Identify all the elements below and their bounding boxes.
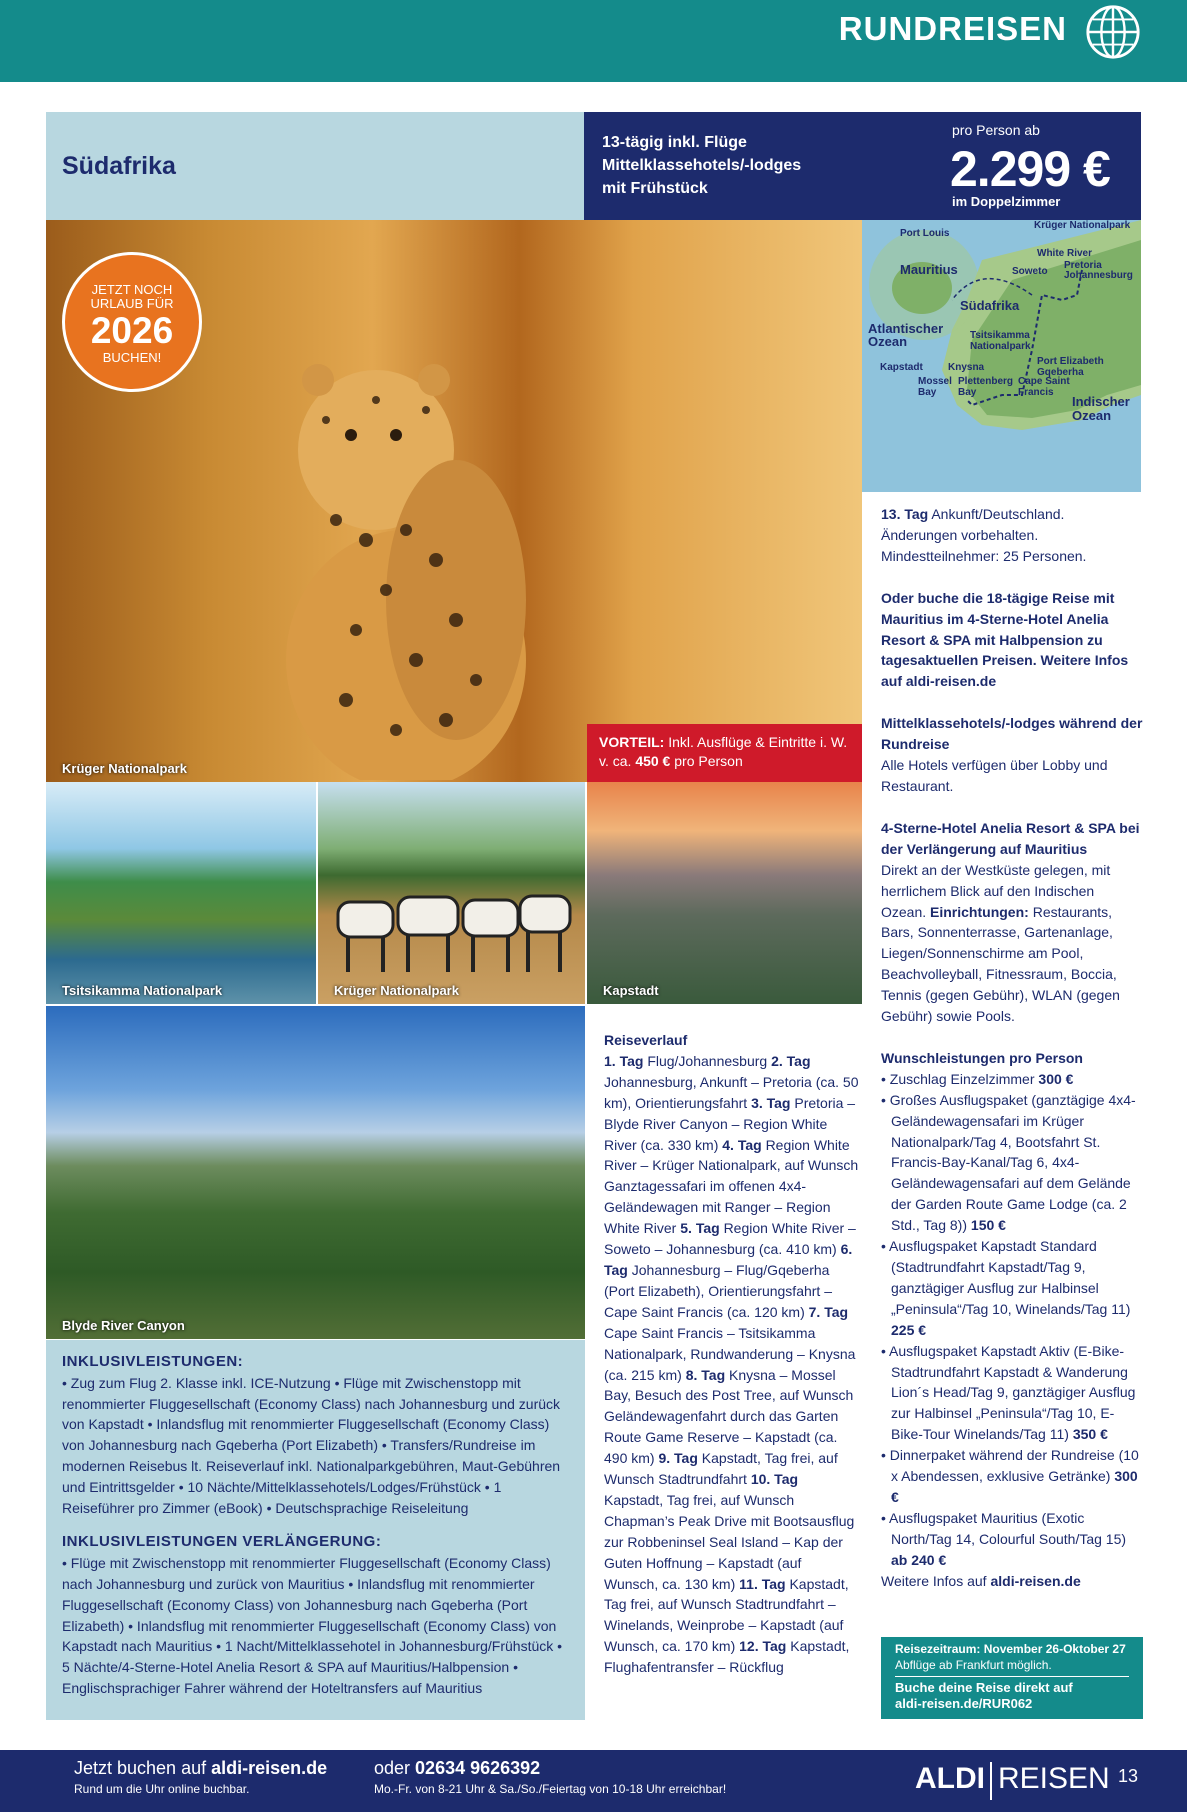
map-label: Port Louis <box>900 228 950 239</box>
day-label: 10. Tag <box>750 1471 799 1488</box>
hotels-heading: Mittelklassehotels/-lodges während der Rundreise <box>881 715 1143 753</box>
book-sub: Rund um die Uhr online buchbar. <box>74 1782 250 1796</box>
photo-caption: Krüger Nationalpark <box>334 983 459 998</box>
resort-text: Direkt an der Westküste gelegen, mit herrlichem Blick auf den Indischen Ozean. <box>881 861 1111 920</box>
inclusive-text: • Zug zum Flug 2. Klasse inkl. ICE-Nutzung • Flüge mit Zwischenstopp mit renommierter Fluggesellschaft (Economy Class) nach Johannesburg und zurück von Kapstadt • Inlandsflug mit renommierter Fluggesellschaft (Economy Class) von Johannesburg nach Gqeberha (Port Elizabeth) • Transfers/Rundreise im modernen Reisebus lt. Reiseverlauf inkl. Nationalparkgebühren, Maut-Gebühren und Eintrittsgelder • 10 Nächte/Mittelklassehotels/Lodges/Frühstück • 1 Reiseführer pro Zimmer (eBook) • Deutschsprachige Reiseleitung <box>62 1374 561 1516</box>
page-number: 13 <box>1118 1766 1139 1786</box>
offer-line: mit Frühstück <box>602 180 708 197</box>
vorteil-amount: 450 € <box>635 753 671 769</box>
vorteil-label: VORTEIL: <box>599 734 665 750</box>
itinerary-heading: Reiseverlauf <box>604 1032 688 1048</box>
day-text: Johannesburg, Ankunft – Pretoria (ca. 50 km), Orientierungsfahrt <box>604 1073 859 1111</box>
book-online <box>74 1758 327 1779</box>
list-item: • Dinnerpaket während der Rundreise (10 x Abendessen, exklusive Getränke) 300 € <box>881 1447 1139 1505</box>
map-label: Pretoria <box>1064 260 1102 271</box>
day-text: Johannesburg – Flug/Gqeberha (Port Elizabeth), Orientierungsfahrt – Cape Saint Francis (ca. 120 km) <box>604 1261 832 1320</box>
list-item: • Ausflugspaket Kapstadt Aktiv (E-Bike-Stadtrundfahrt Kapstadt & Wanderung Lion´s Head/Tag 9, ganztägiger Ausflug zur Halbinsel „Peninsula“/Tag 10, E-Bike-Tour Winelands/Tag 11) 350 € <box>881 1342 1136 1443</box>
day-label: 3. Tag <box>751 1094 791 1111</box>
vorteil-text: Inkl. Ausflüge & Eintritte i. W. v. ca. <box>599 734 848 769</box>
day-label: 6. Tag <box>604 1241 853 1278</box>
inclusive-heading: INKLUSIVLEISTUNGEN: <box>62 1353 244 1370</box>
day-label: 1. Tag <box>604 1052 644 1069</box>
day-text: Knysna – Mossel Bay, Besuch des Post Tree, auf Wunsch Geländewagenfahrt durch das Garten Route Game Reserve – Kapstadt (ca. 490 km) <box>604 1366 854 1467</box>
offer-line: Mittelklassehotels/-lodges <box>602 157 802 174</box>
extension-text: • Flüge mit Zwischenstopp mit renommierter Fluggesellschaft (Economy Class) nach Johannesburg und zurück von Mauritius • Inlandsflug mit renommierter Fluggesellschaft (Economy Class) von Johannesburg nach Gqeberha (Port Elizabeth) • Inlandsflug mit renommierter Fluggesellschaft (Economy Class) von Kapstadt nach Mauritius • 1 Nacht/Mittelklassehotel in Johannesburg/Frühstück • 5 Nächte/4-Sterne-Hotel Anelia Resort & SPA auf Mauritius/Halbpension • Englischsprachiger Fahrer während der Hoteltransfers auf Mauritius <box>62 1555 563 1696</box>
day-text: Cape Saint Francis – Tsitsikamma Nationalpark, Rundwanderung – Knysna (ca. 215 km) <box>604 1324 856 1383</box>
map-label: Südafrika <box>960 298 1020 313</box>
book-note: Buche deine Reise direkt auf <box>895 1680 1073 1695</box>
list-item: • Großes Ausflugspaket (ganztägige 4x4-Geländewagensafari im Krüger Nationalpark/Tag 4, Bootsfahrt St. Francis-Bay-Kanal/Tag 6, 4x4-Geländewagensafari auf dem Gelände der Garden Route Game Lodge (ca. 2 Std., Tag 8)) 150 € <box>881 1091 1136 1234</box>
day-text: Kapstadt, Tag frei, auf Wunsch Stadtrundfahrt <box>604 1450 838 1488</box>
map-label: Krüger Nationalpark <box>1034 220 1131 231</box>
day-label: 4. Tag <box>722 1136 762 1153</box>
extension-heading: INKLUSIVLEISTUNGEN VERLÄNGERUNG: <box>62 1533 382 1551</box>
photo-caption: Krüger Nationalpark <box>62 761 187 776</box>
phone-prefix: oder <box>374 1758 411 1778</box>
badge-line: JETZT NOCH <box>91 282 173 297</box>
more-info: Weitere Infos auf <box>881 1572 987 1589</box>
resort-label: Einrichtungen: <box>930 903 1029 920</box>
footer-link[interactable]: aldi-reisen.de <box>211 1758 328 1778</box>
map-label: Atlantischer Ozean <box>868 321 944 349</box>
book-prefix: Jetzt buchen auf <box>74 1758 207 1778</box>
hotels-text: Alle Hotels verfügen über Lobby und Restaurant. <box>881 757 1108 794</box>
day-text: Region White River – Soweto – Johannesburg (ca. 410 km) <box>604 1220 856 1258</box>
map-label: Soweto <box>1012 266 1048 277</box>
offer-line: 13-tägig inkl. Flüge <box>602 134 747 151</box>
badge-line: URLAUB FÜR <box>90 296 174 311</box>
departure-note: Abflüge ab Frankfurt möglich. <box>895 1658 1052 1672</box>
list-item: • Ausflugspaket Kapstadt Standard (Stadtrundfahrt Kapstadt/Tag 9, ganztägiger Ausflug zur Halbinsel „Peninsula“/Tag 10, Winelands/Tag 11) 225 € <box>881 1238 1131 1338</box>
travel-period: Reisezeitraum: November 26-Oktober 27 <box>895 1642 1126 1656</box>
details-column <box>881 504 1143 1592</box>
blyde-river-photo <box>46 1006 585 1339</box>
alternative-offer: Oder buche die 18-tägige Reise mit Mauritius im 4-Sterne-Hotel Anelia Resort & SPA mit Halbpension zu tagesaktuellen Preisen. Weitere Infos auf aldi-reisen.de <box>881 589 1129 690</box>
day-label: 2. Tag <box>771 1052 811 1069</box>
photo-caption: Kapstadt <box>603 983 659 998</box>
brand-logo: ALDI <box>915 1762 985 1795</box>
itinerary-text <box>604 1051 859 1678</box>
leopard-image <box>256 300 556 780</box>
extras-heading: Wunschleistungen pro Person <box>881 1049 1083 1066</box>
map-label: Knysna <box>948 362 985 373</box>
brand-logo-text: REISEN <box>998 1762 1110 1795</box>
map-label: Tsitsikamma Nationalpark <box>970 330 1031 352</box>
globe-icon <box>1084 3 1142 61</box>
zebra-image <box>328 872 578 982</box>
route-map <box>862 220 1141 492</box>
badge-line: BUCHEN! <box>102 350 162 365</box>
vorteil-box <box>587 724 862 782</box>
day-label: 12. Tag <box>739 1638 787 1655</box>
price-suffix: im Doppelzimmer <box>952 194 1061 209</box>
kapstadt-photo <box>587 782 862 1004</box>
section-title: RUNDREISEN <box>838 10 1067 47</box>
day-label: 5. Tag <box>680 1220 720 1237</box>
travel-period-box <box>881 1637 1143 1719</box>
day-text: Flug/Johannesburg <box>647 1052 768 1069</box>
map-label: Johannesburg <box>1064 270 1133 281</box>
tsitsikamma-photo <box>46 782 316 1004</box>
zebra-photo <box>318 782 585 1004</box>
day-label: 8. Tag <box>685 1366 726 1383</box>
photo-caption: Blyde River Canyon <box>62 1318 185 1333</box>
booking-link[interactable]: aldi-reisen.de/RUR062 <box>895 1696 1033 1711</box>
divider <box>895 1676 1129 1677</box>
day-text: Region White River – Krüger Nationalpark, auf Wunsch Ganztagessafari im offenen 4x4-Geländewagen mit Ranger – Region White River <box>604 1136 859 1237</box>
list-item: • Ausflugspaket Mauritius (Exotic North/Tag 14, Colourful South/Tag 15) ab 240 € <box>881 1509 1127 1568</box>
map-label: Mauritius <box>900 262 958 277</box>
promo-badge <box>62 252 202 392</box>
page-title: Südafrika <box>62 152 176 180</box>
map-label: Plettenberg Bay <box>958 376 1014 398</box>
divider <box>990 1762 992 1800</box>
price: 2.299 € <box>950 141 1110 197</box>
changes-note: Änderungen vorbehalten. <box>881 526 1039 543</box>
day-text: Pretoria – Blyde River Canyon – Region White River (ca. 330 km) <box>604 1094 856 1153</box>
vorteil-suffix: pro Person <box>674 753 743 769</box>
more-info-link[interactable]: aldi-reisen.de <box>990 1572 1081 1589</box>
extras-list <box>881 1069 1143 1571</box>
day-label: 11. Tag <box>739 1575 786 1592</box>
day-text: Kapstadt, Tag frei, auf Wunsch Stadtrundfahrt – Winelands, Weinprobe – Kapstadt (auf Wunsch, ca. 170 km) <box>604 1575 849 1655</box>
map-label: Indischer Ozean <box>1072 394 1130 423</box>
day-text: Kapstadt, Flughafentransfer – Rückflug <box>604 1638 850 1676</box>
day-label: 7. Tag <box>808 1303 849 1320</box>
photo-caption: Tsitsikamma Nationalpark <box>62 983 223 998</box>
itinerary <box>604 1030 859 1678</box>
day-label: 9. Tag <box>658 1450 698 1467</box>
day13-text: Ankunft/Deutschland. <box>931 506 1065 522</box>
list-item: • Zuschlag Einzelzimmer 300 € <box>881 1070 1074 1087</box>
day-text: Kapstadt, Tag frei, auf Wunsch Chapman’s Peak Drive mit Bootsausflug zur Robbeninsel Seal Island – Kap der Guten Hoffnung – Kapstadt (auf Wunsch, ca. 130 km) <box>604 1491 855 1592</box>
resort-facilities: Restaurants, Bars, Sonnenterrasse, Gartenanlage, Liegen/Sonnenschirme am Pool, Beachvolleyball, Fitnessraum, Boccia, Tennis (gegen Gebühr), WLAN (gegen Gebühr) sowie Pools. <box>881 903 1120 1025</box>
map-label: Mossel Bay <box>918 376 952 398</box>
title-box <box>46 112 584 220</box>
offer-box <box>584 112 1141 220</box>
inclusive-services <box>46 1340 585 1720</box>
phone-hours: Mo.-Fr. von 8-21 Uhr & Sa./So./Feiertag von 10-18 Uhr erreichbar! <box>374 1782 727 1796</box>
map-label: Cape Saint Francis <box>1018 376 1070 398</box>
phone-line <box>374 1758 540 1779</box>
price-prefix: pro Person ab <box>952 122 1040 138</box>
map-label: White River <box>1037 248 1093 259</box>
map-label: Kapstadt <box>880 362 923 373</box>
badge-year: 2026 <box>90 310 174 351</box>
day13-label: 13. Tag <box>881 506 929 522</box>
resort-heading: 4-Sterne-Hotel Anelia Resort & SPA bei der Verlängerung auf Mauritius <box>881 819 1140 857</box>
phone-number[interactable]: 02634 9626392 <box>415 1758 541 1778</box>
map-label: Port Elizabeth Gqeberha <box>1037 356 1104 378</box>
footer <box>0 1750 1187 1812</box>
min-participants: Mindestteilnehmer: 25 Personen. <box>881 547 1087 564</box>
top-bar <box>0 0 1187 82</box>
